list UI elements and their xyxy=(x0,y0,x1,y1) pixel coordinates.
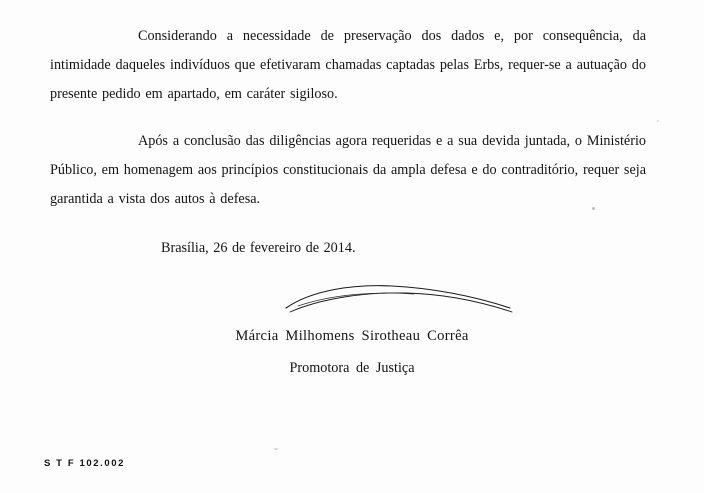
handwritten-signature-icon xyxy=(282,282,522,322)
signatory-role: Promotora de Justiça xyxy=(289,360,415,376)
paragraph-spacer xyxy=(50,115,646,127)
paragraph-1: Considerando a necessidade de preservação dos dados e, por consequência, da intimidade daqueles indivíduos que efetivaram chamadas captadas pelas Erbs, requer-se a autuação do presente pedido em apartado, em caráter sigiloso. xyxy=(50,28,646,102)
paragraph-2: Após a conclusão das diligências agora requeridas e a sua devida juntada, o Ministério Público, em homenagem aos princípios constitucionais da ampla defesa e do contraditório, requer seja garantida a vista dos autos à defesa. xyxy=(50,133,646,207)
scan-speck xyxy=(592,207,595,210)
footer-form-code: S T F 102.002 xyxy=(44,458,126,469)
signatory-name: Márcia Milhomens Sirotheau Corrêa xyxy=(235,328,469,344)
scan-speck xyxy=(657,120,659,122)
scan-speck xyxy=(274,448,278,450)
place-and-date: Brasília, 26 de fevereiro de 2014. xyxy=(161,240,356,256)
document-body xyxy=(50,22,646,214)
